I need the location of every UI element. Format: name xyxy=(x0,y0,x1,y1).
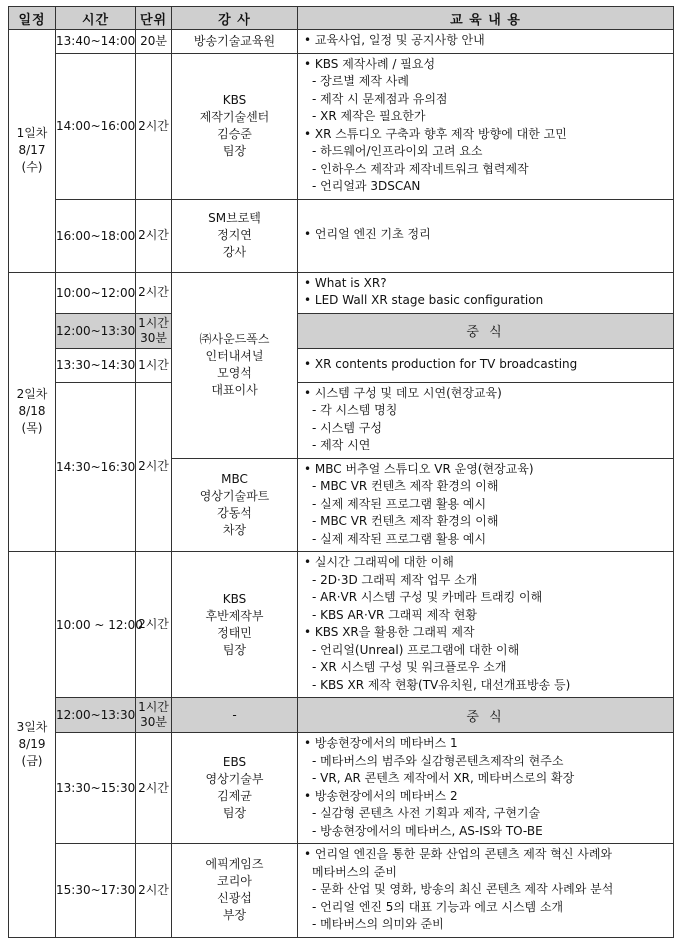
table-row xyxy=(9,30,674,54)
instructor-cell: ㈜사운드폭스 인터내셔널 모영석 대표이사 xyxy=(172,272,298,458)
time-cell: 12:00~13:30 xyxy=(56,698,136,733)
content-cell xyxy=(298,199,674,272)
content-cell xyxy=(298,53,674,199)
unit-cell: 2시간 xyxy=(136,733,172,844)
content-cell xyxy=(298,382,674,458)
sub-item: - 장르별 제작 사례 xyxy=(312,74,409,88)
bullet-item: • 언리얼 엔진 기초 정리 xyxy=(304,227,431,242)
sub-item: - 시스템 구성 xyxy=(312,420,382,435)
bullet-item: • KBS 제작사례 / 필요성 xyxy=(304,56,436,71)
header-day: 일정 xyxy=(9,7,56,30)
sub-item: - 실감형 콘텐츠 사전 기획과 제작, 구현기술 xyxy=(312,806,541,820)
sub-item: - KBS AR·VR 그래픽 제작 현황 xyxy=(312,607,477,622)
unit-cell: 2시간 xyxy=(136,199,172,272)
unit-cell: 1시간 30분 xyxy=(136,313,172,348)
schedule-table xyxy=(8,6,674,938)
instructor-cell: EBS 영상기술부 김제균 팀장 xyxy=(172,733,298,844)
bullet-item: • 방송현장에서의 메타버스 2 xyxy=(304,788,458,803)
instructor-cell: 에픽게임즈 코리아 신광섭 부장 xyxy=(172,844,298,938)
content-cell xyxy=(298,30,674,54)
header-unit: 단위 xyxy=(136,7,172,30)
sub-item: - 언리얼(Unreal) 프로그램에 대한 이해 xyxy=(312,642,520,657)
bullet-item: • 언리얼 엔진을 통한 문화 산업의 콘텐츠 제작 혁신 사례와 xyxy=(304,847,613,861)
sub-item: - 제작 시연 xyxy=(312,438,371,452)
bullet-item: • XR contents production for TV broadcasting xyxy=(304,356,578,371)
sub-item: - XR 제작은 필요한가 xyxy=(312,109,426,123)
sub-item: - 언리얼 엔진 5의 대표 기능과 에코 시스템 소개 xyxy=(312,899,564,914)
unit-cell: 2시간 xyxy=(136,552,172,698)
instructor-cell: KBS 후반제작부 정태민 팀장 xyxy=(172,552,298,698)
sub-item: - 2D·3D 그래픽 제작 업무 소개 xyxy=(312,572,478,587)
time-cell: 16:00~18:00 xyxy=(56,199,136,272)
sub-item: - 각 시스템 명칭 xyxy=(312,403,398,417)
table-row xyxy=(9,313,674,348)
lunch-break-cell: 중 식 xyxy=(298,313,674,348)
sub-item: - AR·VR 시스템 구성 및 카메라 트래킹 이해 xyxy=(312,590,543,604)
sub-item: - 방송현장에서의 메타버스, AS-IS와 TO-BE xyxy=(312,823,543,838)
bullet-item: • KBS XR을 활용한 그래픽 제작 xyxy=(304,625,475,639)
time-cell: 10:00 ~ 12:00 xyxy=(56,552,136,698)
header-time: 시간 xyxy=(56,7,136,30)
sub-item: - MBC VR 컨텐츠 제작 환경의 이해 xyxy=(312,514,499,528)
bullet-item: • 시스템 구성 및 데모 시연(현장교육) xyxy=(304,385,502,400)
unit-cell: 2시간 xyxy=(136,382,172,552)
content-cell xyxy=(298,458,674,552)
sub-item: - 문화 산업 및 영화, 방송의 최신 콘텐츠 제작 사례와 분석 xyxy=(312,882,614,896)
time-cell: 14:00~16:00 xyxy=(56,53,136,199)
day-label: 2일차 8/18 (목) xyxy=(9,272,56,552)
content-cell xyxy=(298,272,674,313)
sub-item: - 실제 제작된 프로그램 활용 예시 xyxy=(312,496,487,511)
sub-item: - VR, AR 콘텐츠 제작에서 XR, 메타버스로의 확장 xyxy=(312,771,575,785)
header-row xyxy=(9,7,674,30)
header-instructor: 강 사 xyxy=(172,7,298,30)
table-row xyxy=(9,698,674,733)
unit-cell: 2시간 xyxy=(136,272,172,313)
time-cell: 13:30~14:30 xyxy=(56,348,136,382)
time-cell: 12:00~13:30 xyxy=(56,313,136,348)
time-cell: 13:30~15:30 xyxy=(56,733,136,844)
bullet-item: • MBC 버추얼 스튜디오 VR 운영(현장교육) xyxy=(304,461,534,476)
lunch-break-cell: 중 식 xyxy=(298,698,674,733)
sub-item: - 메타버스의 의미와 준비 xyxy=(312,917,444,931)
day-label: 3일차 8/19 (금) xyxy=(9,552,56,938)
table-row xyxy=(9,382,674,458)
sub-item: - KBS XR 제작 현황(TV유치원, 대선개표방송 등) xyxy=(312,677,571,692)
instructor-cell: - xyxy=(172,698,298,733)
bullet-item: • 실시간 그래픽에 대한 이해 xyxy=(304,555,454,569)
instructor-cell: MBC 영상기술파트 강동석 차장 xyxy=(172,458,298,552)
time-cell: 14:30~16:30 xyxy=(56,382,136,552)
unit-cell: 1시간 xyxy=(136,348,172,382)
sub-item: - XR 시스템 구성 및 워크플로우 소개 xyxy=(312,660,507,674)
table-row xyxy=(9,552,674,698)
day-label: 1일차 8/17 (수) xyxy=(9,30,56,273)
sub-item: - 하드웨어/인프라이외 고려 요소 xyxy=(312,144,483,158)
time-cell: 10:00~12:00 xyxy=(56,272,136,313)
unit-cell: 2시간 xyxy=(136,53,172,199)
sub-item: - 실제 제작된 프로그램 활용 예시 xyxy=(312,531,487,546)
header-content: 교 육 내 용 xyxy=(298,7,674,30)
content-cell xyxy=(298,348,674,382)
sub-item: - MBC VR 컨텐츠 제작 환경의 이해 xyxy=(312,479,499,493)
table-row xyxy=(9,348,674,382)
table-row xyxy=(9,53,674,199)
content-cell xyxy=(298,733,674,844)
table-row xyxy=(9,199,674,272)
table-row xyxy=(9,733,674,844)
sub-item: - 인하우스 제작과 제작네트워크 협력제작 xyxy=(312,161,529,176)
instructor-cell: KBS 제작기술센터 김승준 팀장 xyxy=(172,53,298,199)
unit-cell: 2시간 xyxy=(136,844,172,938)
bullet-item: • 방송현장에서의 메타버스 1 xyxy=(304,736,458,750)
bullet-item: • XR 스튜디오 구축과 향후 제작 방향에 대한 고민 xyxy=(304,126,567,141)
bullet-item: • What is XR? xyxy=(304,275,387,290)
bullet-item: • 교육사업, 일정 및 공지사항 안내 xyxy=(304,33,485,47)
table-row xyxy=(9,272,674,313)
unit-cell: 20분 xyxy=(136,30,172,54)
instructor-cell: 방송기술교육원 xyxy=(172,30,298,54)
instructor-cell: SM브로텍 정지연 강사 xyxy=(172,199,298,272)
sub-item: - 언리얼과 3DSCAN xyxy=(312,179,421,193)
time-cell: 13:40~14:00 xyxy=(56,30,136,54)
sub-item: - 제작 시 문제점과 유의점 xyxy=(312,91,448,106)
time-cell: 15:30~17:30 xyxy=(56,844,136,938)
unit-cell: 1시간 30분 xyxy=(136,698,172,733)
sub-item: 메타버스의 준비 xyxy=(312,864,397,879)
bullet-item: • LED Wall XR stage basic configuration xyxy=(304,293,544,307)
content-cell xyxy=(298,552,674,698)
sub-item: - 메타버스의 범주와 실감형콘텐츠제작의 현주소 xyxy=(312,753,564,768)
